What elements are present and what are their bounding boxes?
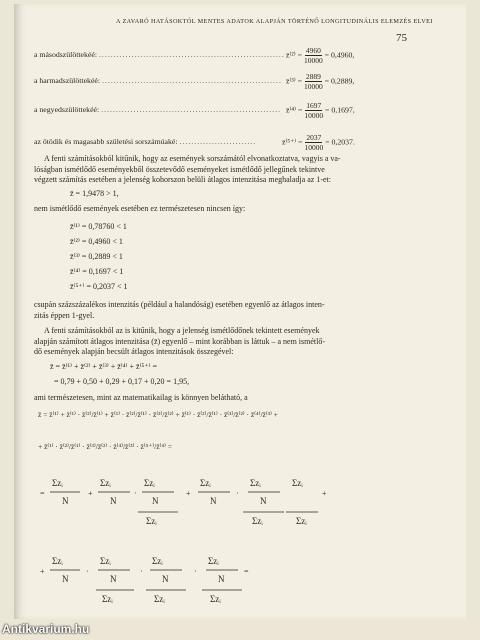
svg-text:N: N [110, 574, 117, 584]
inequality: z̄⁽³⁾ = 0,2889 < 1 [70, 252, 123, 261]
inequality: z̄⁽¹⁾ = 0,78760 < 1 [70, 222, 127, 231]
inequality: z̄⁽⁴⁾ = 0,1697 < 1 [70, 267, 124, 276]
denominator: N [62, 496, 69, 506]
svg-text:Σzᵢ: Σzᵢ [208, 556, 219, 566]
svg-text:·: · [194, 567, 197, 576]
svg-text:N: N [260, 496, 267, 506]
paragraph: csupán százszázalékos intenzitás (például a halandóság) esetében egyenlő az átlagos inten- zitás éppen 1-gyel. [34, 300, 325, 320]
svg-text:=: = [40, 489, 45, 498]
svg-text:Σzᵢ: Σzᵢ [210, 594, 221, 604]
intensity-row: a negyedszülöttekéé: ............................................................. [34, 105, 282, 114]
paragraph: A fenti számításokból az is kitűnik, hogy a jelenség ismétlődőnek tekintett események alapján számított átlagos intenzitása (z̄) egyenlő – mint korábban is láttuk – a nem ismétlő- dő események alapján becsült átlagos intenzitások összegével: [34, 326, 326, 356]
svg-text:Σzᵢ: Σzᵢ [100, 556, 111, 566]
paragraph: nem ismétlődő események esetében ez természetesen nincsen így: [34, 204, 246, 213]
sum-equation-values: = 0,79 + 0,50 + 0,29 + 0,17 + 0,20 = 1,95, [54, 377, 190, 386]
svg-text:Σzᵢ: Σzᵢ [200, 478, 211, 488]
svg-text:Σzᵢ: Σzᵢ [250, 478, 261, 488]
row-formula: z̄⁽⁵⁺⁾ = $\frac{2037}{10000}$ = 0,2037. [282, 133, 355, 152]
paragraph: ami természetesen, mint az matematikailag is könnyen belátható, a [34, 393, 248, 402]
row-label: az ötödik és magasabb születési sorszámúaké: [34, 137, 178, 146]
running-header: A ZAVARÓ HATÁSOKTÓL MENTES ADATOK ALAPJÁN TÖRTÉNŐ LONGITUDINÁLIS ELEMZÉS ELVEI [116, 18, 433, 25]
sum-equation: z̄ = z̄⁽¹⁾ + z̄⁽²⁾ + z̄⁽³⁾ + z̄⁽⁴⁾ + z̄⁽⁵⁺⁾ = [50, 362, 158, 371]
svg-text:+: + [322, 489, 327, 498]
svg-text:Σzᵢ: Σzᵢ [52, 556, 63, 566]
svg-text:N: N [162, 574, 169, 584]
svg-text:N: N [110, 496, 117, 506]
svg-text:=: = [244, 567, 249, 576]
intensity-row: a másodszülöttekéé: ............................................................... [34, 50, 285, 59]
row-label: a negyedszülöttekéé: [34, 105, 100, 114]
svg-text:Σzᵢ: Σzᵢ [296, 516, 307, 526]
row-formula: z̄⁽²⁾ = $\frac{4960}{10000}$ = 0,4960, [286, 46, 355, 65]
intensity-row: az ötödik és magasabb születési sorszámúaké: .......................... [34, 137, 257, 146]
row-label: a másodszülöttekéé: [34, 50, 98, 59]
row-formula: z̄⁽⁴⁾ = $\frac{1697}{10000}$ = 0,1697, [286, 101, 355, 120]
formula-line: + z̄⁽¹⁾ · z̄⁽²⁾/z̄⁽¹⁾ · z̄⁽³⁾/z̄⁽²⁾ · z̄⁽⁴⁾/z̄⁽³⁾ · z̄⁽⁵⁺⁾/z̄⁽⁴⁾ = [38, 442, 172, 451]
svg-text:Σzᵢ: Σzᵢ [102, 594, 113, 604]
inequality: z̄⁽²⁾ = 0,4960 < 1 [70, 237, 123, 246]
book-page [14, 4, 466, 619]
equation: z̄ = 1,9478 > 1, [70, 189, 119, 198]
svg-text:·: · [86, 567, 89, 576]
page-number: 75 [396, 32, 407, 44]
svg-text:Σzᵢ: Σzᵢ [152, 556, 163, 566]
svg-text:Σzᵢ: Σzᵢ [100, 478, 111, 488]
svg-text:+: + [186, 489, 191, 498]
svg-text:Σzᵢ: Σzᵢ [144, 478, 155, 488]
watermark-logo: Antikvarium.hu [2, 622, 90, 636]
svg-text:·: · [134, 489, 137, 498]
svg-text:N: N [218, 574, 225, 584]
row-formula: z̄⁽³⁾ = $\frac{2889}{10000}$ = 0,2889, [286, 72, 355, 91]
sum-symbol: Σzᵢ [52, 478, 63, 488]
svg-text:Σzᵢ: Σzᵢ [154, 594, 165, 604]
sum-fraction-block [38, 464, 338, 534]
svg-text:Σzᵢ: Σzᵢ [146, 516, 157, 526]
svg-text:Σzᵢ: Σzᵢ [252, 516, 263, 526]
intensity-row: a harmadszülöttekéé: ............................................................. [34, 76, 282, 85]
svg-text:·: · [140, 567, 143, 576]
svg-text:N: N [62, 574, 69, 584]
sum-fraction-block [38, 542, 338, 614]
svg-text:Σzᵢ: Σzᵢ [292, 478, 303, 488]
row-label: a harmadszülöttekéé: [34, 76, 101, 85]
svg-text:N: N [152, 496, 159, 506]
svg-text:·: · [236, 489, 239, 498]
formula-line: z̄ = z̄⁽¹⁾ + z̄⁽¹⁾ · z̄⁽²⁾/z̄⁽¹⁾ + z̄⁽¹⁾ · z̄⁽²⁾/z̄⁽¹⁾ · z̄⁽³⁾/z̄⁽²⁾ + z̄⁽¹⁾ · z̄⁽²⁾/z̄⁽¹⁾ · z̄⁽³⁾/z̄⁽²⁾ · z̄⁽⁴⁾/z̄⁽³⁾ + [38, 410, 278, 419]
svg-text:N: N [210, 496, 217, 506]
paragraph: A fenti számításokból kitűnik, hogy az események sorszámától elvonatkoztatva, vagyis a va- lóságban ismétlődő eseményekből összetevődő eseményeket ismétlődő jellegűnek tekintve végzett számítás esetében a jelenség kohorszon belüli átlagos intenzitása meghaladja az 1-et: [34, 154, 341, 184]
inequality: z̄⁽⁵⁺⁾ = 0,2037 < 1 [70, 282, 128, 291]
svg-text:+: + [40, 567, 45, 576]
svg-text:+: + [88, 489, 93, 498]
